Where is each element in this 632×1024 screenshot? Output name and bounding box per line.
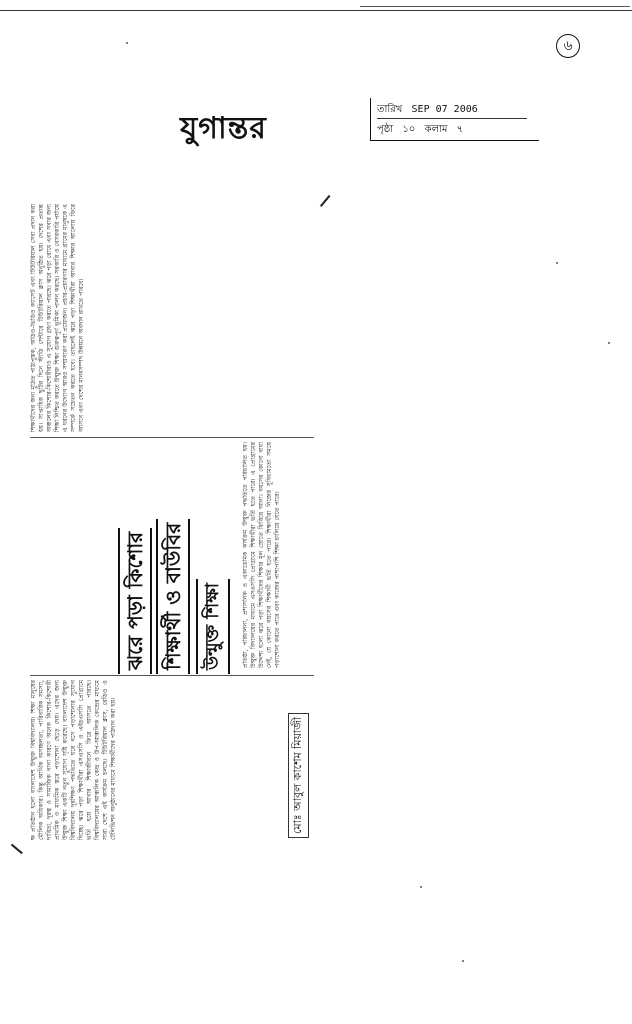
scan-speck xyxy=(608,342,610,344)
column-divider xyxy=(30,675,314,676)
page-number-circle: ৬ xyxy=(556,34,580,58)
date-page-stamp xyxy=(370,98,539,141)
stamp-column-value: ৭ xyxy=(456,124,464,135)
stamp-column-label: কলাম xyxy=(424,124,448,135)
article-body-column-left: ক্ষ প্রতিষ্ঠান হলো বাংলাদেশ উন্মুক্ত বিশ্ববিদ্যালয়। শিক্ষা মানুষের মৌলিক অধিকার। কিন্তু আর্থিক অসচ্ছলতা, পারিবারিক সমস্যা, দারিদ্র্য, দূরত্ব ও সামাজিক নানা কারণে অনেক কিশোর-কিশোরী প্রাথমিক ও মাধ্যমিক স্তরে পড়াশোনা ছেড়ে দেয়। এদের জন্য উন্মুক্ত শিক্ষা একটি নতুন সুযোগ সৃষ্টি করেছে। বাংলাদেশ উন্মুক্ত বিশ্ববিদ্যালয় দূরশিক্ষণ পদ্ধতিতে ঘরে বসে পড়াশোনার সুযোগ দিচ্ছে। ঝরে পড়া শিক্ষার্থীরা এসএসসি ও এইচএসসি প্রোগ্রামে ভর্তি হয়ে আবার শিক্ষাজীবনে ফিরে আসতে পারছে। বিশ্ববিদ্যালয়ের আঞ্চলিক কেন্দ্র ও উপ-আঞ্চলিক কেন্দ্রের মাধ্যমে সারা দেশে এই কার্যক্রম চলছে। টিউটরিয়াল ক্লাস, রেডিও ও টেলিভিশন অনুষ্ঠানের মাধ্যমে শিক্ষার্থীদের পাঠদান করা হয়। xyxy=(30,680,117,840)
scan-speck xyxy=(126,42,128,44)
article-body-column-middle: প্রতিষ্ঠা, পরিচালনা, প্রশাসনিক ও একাডেমিক কার্যক্রম উন্মুক্ত পদ্ধতিতে পরিচালিত হয়। উন্মুক্ত বিদ্যালয়ের মাধ্যমে এসএসসি প্রোগ্রামে শিক্ষার্থীরা ভর্তি হতে পারে। এ প্রোগ্রামের উদ্দেশ্য হলো ঝরে পড়া শিক্ষার্থীদের শিক্ষার মূল স্রোতে ফিরিয়ে আনা। বয়সের কোনো বাধা নেই, যে কোনো বয়সের শিক্ষার্থী ভর্তি হতে পারে। শিক্ষার্থীরা নিজের সুবিধামতো সময়ে পড়াশোনা করতে পারে এবং কাজের পাশাপাশি শিক্ষা চালিয়ে যেতে পারে। xyxy=(242,442,281,668)
scan-top-edge-line-2 xyxy=(360,6,630,7)
stamp-page-label: পৃষ্ঠা xyxy=(377,124,394,135)
scan-speck xyxy=(420,886,422,888)
scan-speck xyxy=(462,960,464,962)
article-headline xyxy=(118,444,236,674)
stamp-date-row xyxy=(377,102,484,119)
stamp-date-label: তারিখ xyxy=(377,104,403,115)
scan-top-edge-line xyxy=(0,10,632,11)
article-rotated-content xyxy=(22,196,322,852)
article-clipping xyxy=(22,196,322,852)
stamp-date-value: SEP 07 2006 xyxy=(411,104,478,115)
article-byline: মোঃ আবুল কাশেম মিয়াজী xyxy=(288,713,309,838)
column-divider xyxy=(30,437,314,438)
stamp-page-value: ১০ xyxy=(402,124,416,135)
headline-line-2: শিক্ষার্থী ও বাউবির xyxy=(156,519,190,674)
headline-line-1: ঝরে পড়া কিশোর xyxy=(118,528,152,674)
stamp-page-row xyxy=(377,122,469,139)
stamp-divider xyxy=(377,118,527,119)
newspaper-masthead: যুগান্তর xyxy=(180,111,267,146)
article-body-column-right: শিক্ষার্থীদের জন্য মুদ্রিত পাঠ্যপুস্তক, অডিও-ভিডিও ক্যাসেট এবং টিউটরিয়াল সেবা প্রদান করা হয়। সাপ্তাহিক ছুটির দিনে স্টাডি সেন্টারে টিউটরিয়াল ক্লাস অনুষ্ঠিত হয়। দেশের প্রত্যন্ত অঞ্চলের কিশোর-কিশোরীরাও এ সুযোগ গ্রহণ করতে পারছে। ঝরে পড়া রোধে এবং সবার জন্য শিক্ষা নিশ্চিত করতে উন্মুক্ত শিক্ষা গুরুত্বপূর্ণ ভূমিকা পালন করছে। সরকারি ও বেসরকারি পর্যায়ে এ ধরনের উদ্যোগ আরও সম্প্রসারণ করা প্রয়োজন। প্রচার-প্রচারণার মাধ্যমে গ্রামের মানুষকে এ সম্পর্কে সচেতন করতে হবে। তাহলেই ঝরে পড়া শিক্ষার্থীরা আবার শিক্ষার আলোয় ফিরে আসবে এবং দেশের মানবসম্পদ উন্নয়নে অবদান রাখতে পারবে। xyxy=(30,204,85,432)
scan-speck xyxy=(556,262,558,264)
headline-line-3: উন্মুক্ত শিক্ষা xyxy=(196,579,230,674)
